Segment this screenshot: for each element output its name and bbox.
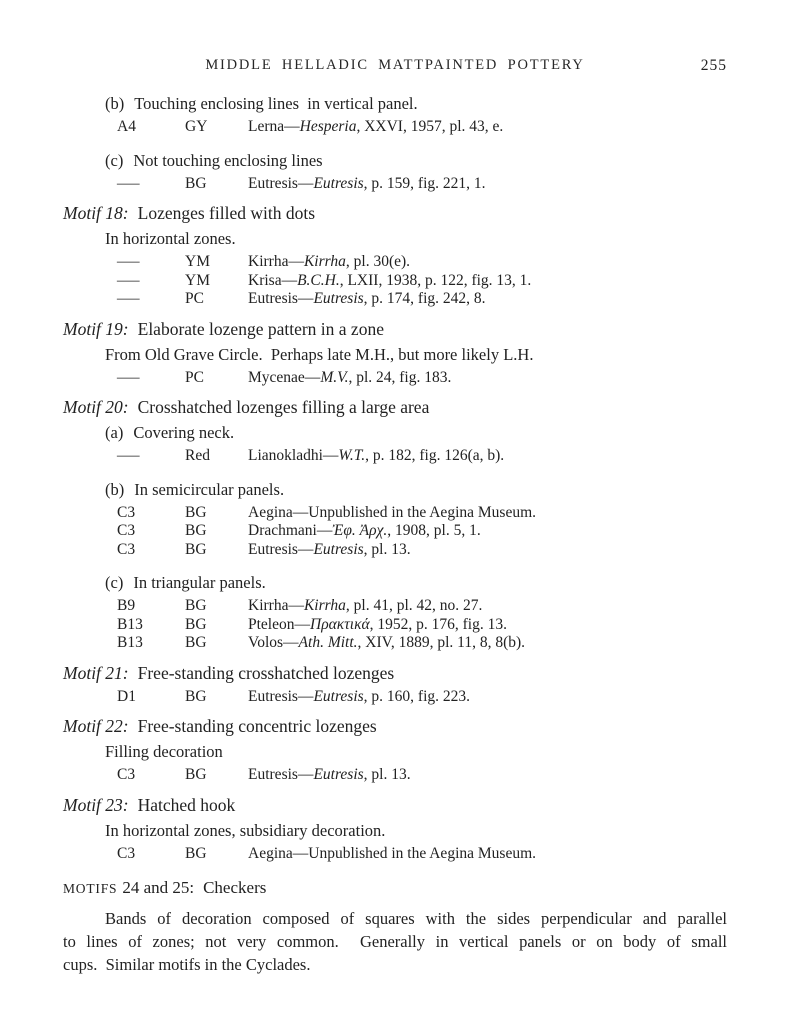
- entry-paint-code: BG: [185, 615, 207, 633]
- entry-reference: [248, 290, 727, 309]
- catalogue-entry-group: [63, 597, 727, 653]
- entry-paint-code: BG: [185, 597, 207, 614]
- motif-heading: [63, 319, 727, 339]
- entry-shape-code: C3: [117, 766, 136, 783]
- reference-site: Kirrha—: [248, 597, 304, 614]
- reference-site: Drachmani—: [248, 522, 333, 539]
- subheading-text: In triangular panels.: [133, 573, 266, 592]
- reference-citation-detail: , pl. 13.: [363, 540, 411, 558]
- motif-title-text: Hatched hook: [137, 794, 236, 815]
- entry-shape-code: B13: [117, 615, 143, 633]
- entry-paint-code: BG: [185, 503, 207, 521]
- motif-title-text: Free-standing concentric lozenges: [137, 716, 377, 736]
- reference-publication: Ἐφ. Ἀρχ.: [332, 522, 388, 539]
- reference-publication: Ath. Mitt.: [298, 634, 358, 651]
- body-paragraph: [63, 907, 727, 976]
- entry-shape-code: C3: [117, 844, 136, 862]
- subheading-text: In semicircular panels.: [134, 479, 285, 499]
- reference-citation-detail: , pl. 30(e).: [345, 253, 411, 270]
- subheading-text: Touching enclosing lines in vertical panel.: [134, 94, 418, 113]
- list-letter-label: (b): [105, 479, 125, 499]
- motif-number-label: Motif 18:: [63, 203, 129, 223]
- reference-publication: Eutresis: [313, 766, 364, 783]
- page-title: MIDDLE HELLADIC MATTPAINTED POTTERY: [205, 57, 585, 73]
- catalogue-entry-row: [117, 504, 727, 523]
- reference-site: Eutresis—: [248, 540, 314, 558]
- page-body: [63, 95, 727, 976]
- entry-shape-code: —: [117, 271, 140, 289]
- catalogue-entry-group: [63, 845, 727, 864]
- note-line: Filling decoration: [105, 742, 223, 761]
- entry-reference: [248, 522, 727, 541]
- reference-publication: Kirrha: [303, 253, 346, 270]
- reference-citation-detail: , LXII, 1938, p. 122, fig. 13, 1.: [339, 271, 532, 289]
- catalogue-entry-row: [117, 766, 727, 785]
- catalogue-entry-row: [117, 634, 727, 653]
- motif-number-label: Motif 20:: [63, 397, 129, 417]
- motifs-smallcaps-label: MOTIFS: [63, 881, 118, 896]
- list-letter-label: (b): [105, 94, 125, 113]
- entry-paint-code: PC: [185, 290, 204, 307]
- catalogue-entry-group: [63, 118, 727, 137]
- reference-site: Aegina—Unpublished in the Aegina Museum.: [248, 503, 536, 521]
- reference-site: Aegina—Unpublished in the Aegina Museum.: [248, 844, 536, 862]
- reference-site: Krisa—: [248, 271, 298, 289]
- catalogue-entry-row: [117, 616, 727, 635]
- entry-shape-code: A4: [117, 118, 136, 135]
- reference-citation-detail: , pl. 13.: [363, 766, 411, 783]
- entry-shape-code: —: [117, 174, 140, 192]
- reference-citation-detail: , XIV, 1889, pl. 11, 8, 8(b).: [357, 634, 526, 651]
- reference-citation-detail: , p. 160, fig. 223.: [363, 687, 471, 705]
- catalogue-entry-row: [117, 845, 727, 864]
- catalogue-entry-row: [117, 369, 727, 388]
- reference-citation-detail: , 1908, pl. 5, 1.: [387, 522, 481, 539]
- reference-site: Volos—: [248, 634, 299, 651]
- motifs-numbers: 24 and 25:: [122, 878, 195, 897]
- entry-shape-code: C3: [117, 503, 136, 521]
- reference-site: Eutresis—: [248, 290, 314, 307]
- reference-citation-detail: , pl. 24, fig. 183.: [348, 368, 452, 386]
- entry-paint-code: BG: [185, 844, 207, 862]
- reference-site: Eutresis—: [248, 687, 314, 705]
- note-line: In horizontal zones.: [105, 229, 236, 248]
- entry-paint-code: BG: [185, 634, 207, 651]
- catalogue-entry-row: [117, 541, 727, 560]
- motif-heading: [63, 397, 727, 417]
- entry-paint-code: PC: [185, 368, 204, 386]
- entry-reference: [248, 616, 727, 635]
- entry-paint-code: BG: [185, 174, 207, 192]
- entry-paint-code: BG: [185, 687, 207, 705]
- catalogue-entry-group: [63, 253, 727, 309]
- entry-reference: [248, 634, 727, 653]
- catalogue-entry-row: [117, 522, 727, 541]
- catalogue-entry-row: [117, 290, 727, 309]
- entry-paint-code: Red: [185, 447, 210, 464]
- motif-heading: [63, 716, 727, 736]
- paragraph-line: Bands of decoration composed of squares with the sides perpendicular and parallel: [105, 909, 727, 928]
- motif-heading: [63, 203, 727, 223]
- entry-reference: [248, 118, 727, 137]
- catalogue-entry-group: [63, 766, 727, 785]
- motifs-group-heading: [63, 878, 727, 899]
- catalogue-entry-row: [117, 175, 727, 194]
- entry-shape-code: B9: [117, 597, 136, 614]
- reference-site: Eutresis—: [248, 174, 314, 192]
- reference-publication: Πρακτικά: [310, 615, 370, 633]
- motifs-title: Checkers: [203, 878, 267, 897]
- reference-citation-detail: , p. 159, fig. 221, 1.: [363, 174, 486, 192]
- reference-publication: Eutresis: [313, 290, 364, 307]
- reference-site: Mycenae—: [248, 368, 321, 386]
- motif-title-text: Crosshatched lozenges filling a large area: [137, 397, 430, 417]
- catalogue-entry-group: [63, 175, 727, 194]
- reference-publication: Hesperia: [299, 118, 357, 135]
- paragraph-line: cups. Similar motifs in the Cyclades.: [63, 955, 311, 974]
- reference-citation-detail: , XXVI, 1957, pl. 43, e.: [356, 118, 504, 135]
- entry-paint-code: BG: [185, 540, 207, 558]
- entry-reference: [248, 175, 727, 194]
- reference-publication: M.V.: [320, 368, 349, 386]
- reference-site: Lerna—: [248, 118, 300, 135]
- entry-paint-code: YM: [185, 253, 210, 270]
- entry-reference: [248, 541, 727, 560]
- catalogue-entry-group: [63, 447, 727, 466]
- entry-shape-code: —: [117, 253, 140, 270]
- motif-number-label: Motif 22:: [63, 716, 129, 736]
- note-line: From Old Grave Circle. Perhaps late M.H., but more likely L.H.: [105, 344, 534, 364]
- reference-site: Pteleon—: [248, 615, 310, 633]
- entry-shape-code: D1: [117, 687, 136, 705]
- reference-publication: Eutresis: [313, 540, 364, 558]
- entry-shape-code: B13: [117, 634, 143, 651]
- entry-paint-code: YM: [185, 271, 210, 289]
- entry-reference: [248, 253, 727, 272]
- motif-heading: [63, 663, 727, 683]
- catalogue-entry-row: [117, 253, 727, 272]
- reference-publication: B.C.H.: [297, 271, 340, 289]
- entry-shape-code: —: [117, 447, 140, 464]
- catalogue-entry-group: [63, 369, 727, 388]
- reference-citation-detail: , p. 182, fig. 126(a, b).: [365, 447, 505, 464]
- catalogue-entry-group: [63, 504, 727, 560]
- entry-reference: [248, 369, 727, 388]
- reference-citation-detail: , p. 174, fig. 242, 8.: [363, 290, 486, 307]
- list-letter-label: (a): [105, 423, 124, 442]
- entry-reference: [248, 272, 727, 291]
- list-letter-label: (c): [105, 573, 124, 592]
- lettered-subheading: [63, 95, 727, 113]
- reference-publication: W.T.: [338, 447, 366, 464]
- catalogue-entry-row: [117, 688, 727, 707]
- entry-reference: [248, 688, 727, 707]
- catalogue-entry-row: [117, 597, 727, 616]
- entry-shape-code: —: [117, 290, 140, 307]
- reference-publication: Eutresis: [313, 687, 364, 705]
- entry-paint-code: BG: [185, 766, 207, 783]
- entry-reference: [248, 845, 727, 864]
- list-letter-label: (c): [105, 150, 124, 170]
- lettered-subheading: [63, 574, 727, 592]
- reference-publication: Kirrha: [303, 597, 346, 614]
- motif-title-text: Elaborate lozenge pattern in a zone: [137, 318, 384, 339]
- note-line: In horizontal zones, subsidiary decoration.: [105, 820, 386, 840]
- entry-reference: [248, 447, 727, 466]
- lettered-subheading: [63, 424, 727, 442]
- paragraph-line: to lines of zones; not very common. Generally in vertical panels or on body of small: [63, 932, 727, 951]
- entry-reference: [248, 766, 727, 785]
- reference-site: Kirrha—: [248, 253, 304, 270]
- reference-citation-detail: , pl. 41, pl. 42, no. 27.: [345, 597, 483, 614]
- entry-paint-code: BG: [185, 522, 207, 539]
- reference-site: Eutresis—: [248, 766, 314, 783]
- reference-publication: Eutresis: [313, 174, 364, 192]
- motif-title-text: Lozenges filled with dots: [137, 203, 316, 223]
- lettered-subheading: [63, 481, 727, 499]
- entry-shape-code: C3: [117, 540, 136, 558]
- motif-number-label: Motif 21:: [63, 662, 129, 683]
- subheading-text: Covering neck.: [133, 423, 235, 442]
- reference-site: Lianokladhi—: [248, 447, 339, 464]
- running-head: [63, 57, 727, 75]
- catalogue-entry-row: [117, 272, 727, 291]
- entry-shape-code: —: [117, 368, 140, 386]
- reference-citation-detail: , 1952, p. 176, fig. 13.: [369, 615, 507, 633]
- entry-reference: [248, 597, 727, 616]
- catalogue-entry-row: [117, 118, 727, 137]
- entry-reference: [248, 504, 727, 523]
- motif-title-text: Free-standing crosshatched lozenges: [137, 662, 395, 683]
- page-number: 255: [700, 57, 727, 74]
- lettered-subheading: [63, 152, 727, 170]
- motif-number-label: Motif 23:: [63, 794, 129, 815]
- subheading-text: Not touching enclosing lines: [133, 150, 323, 170]
- motif-heading: [63, 795, 727, 815]
- entry-paint-code: GY: [185, 118, 208, 135]
- catalogue-entry-row: [117, 447, 727, 466]
- entry-shape-code: C3: [117, 522, 136, 539]
- catalogue-entry-group: [63, 688, 727, 707]
- motif-number-label: Motif 19:: [63, 318, 129, 339]
